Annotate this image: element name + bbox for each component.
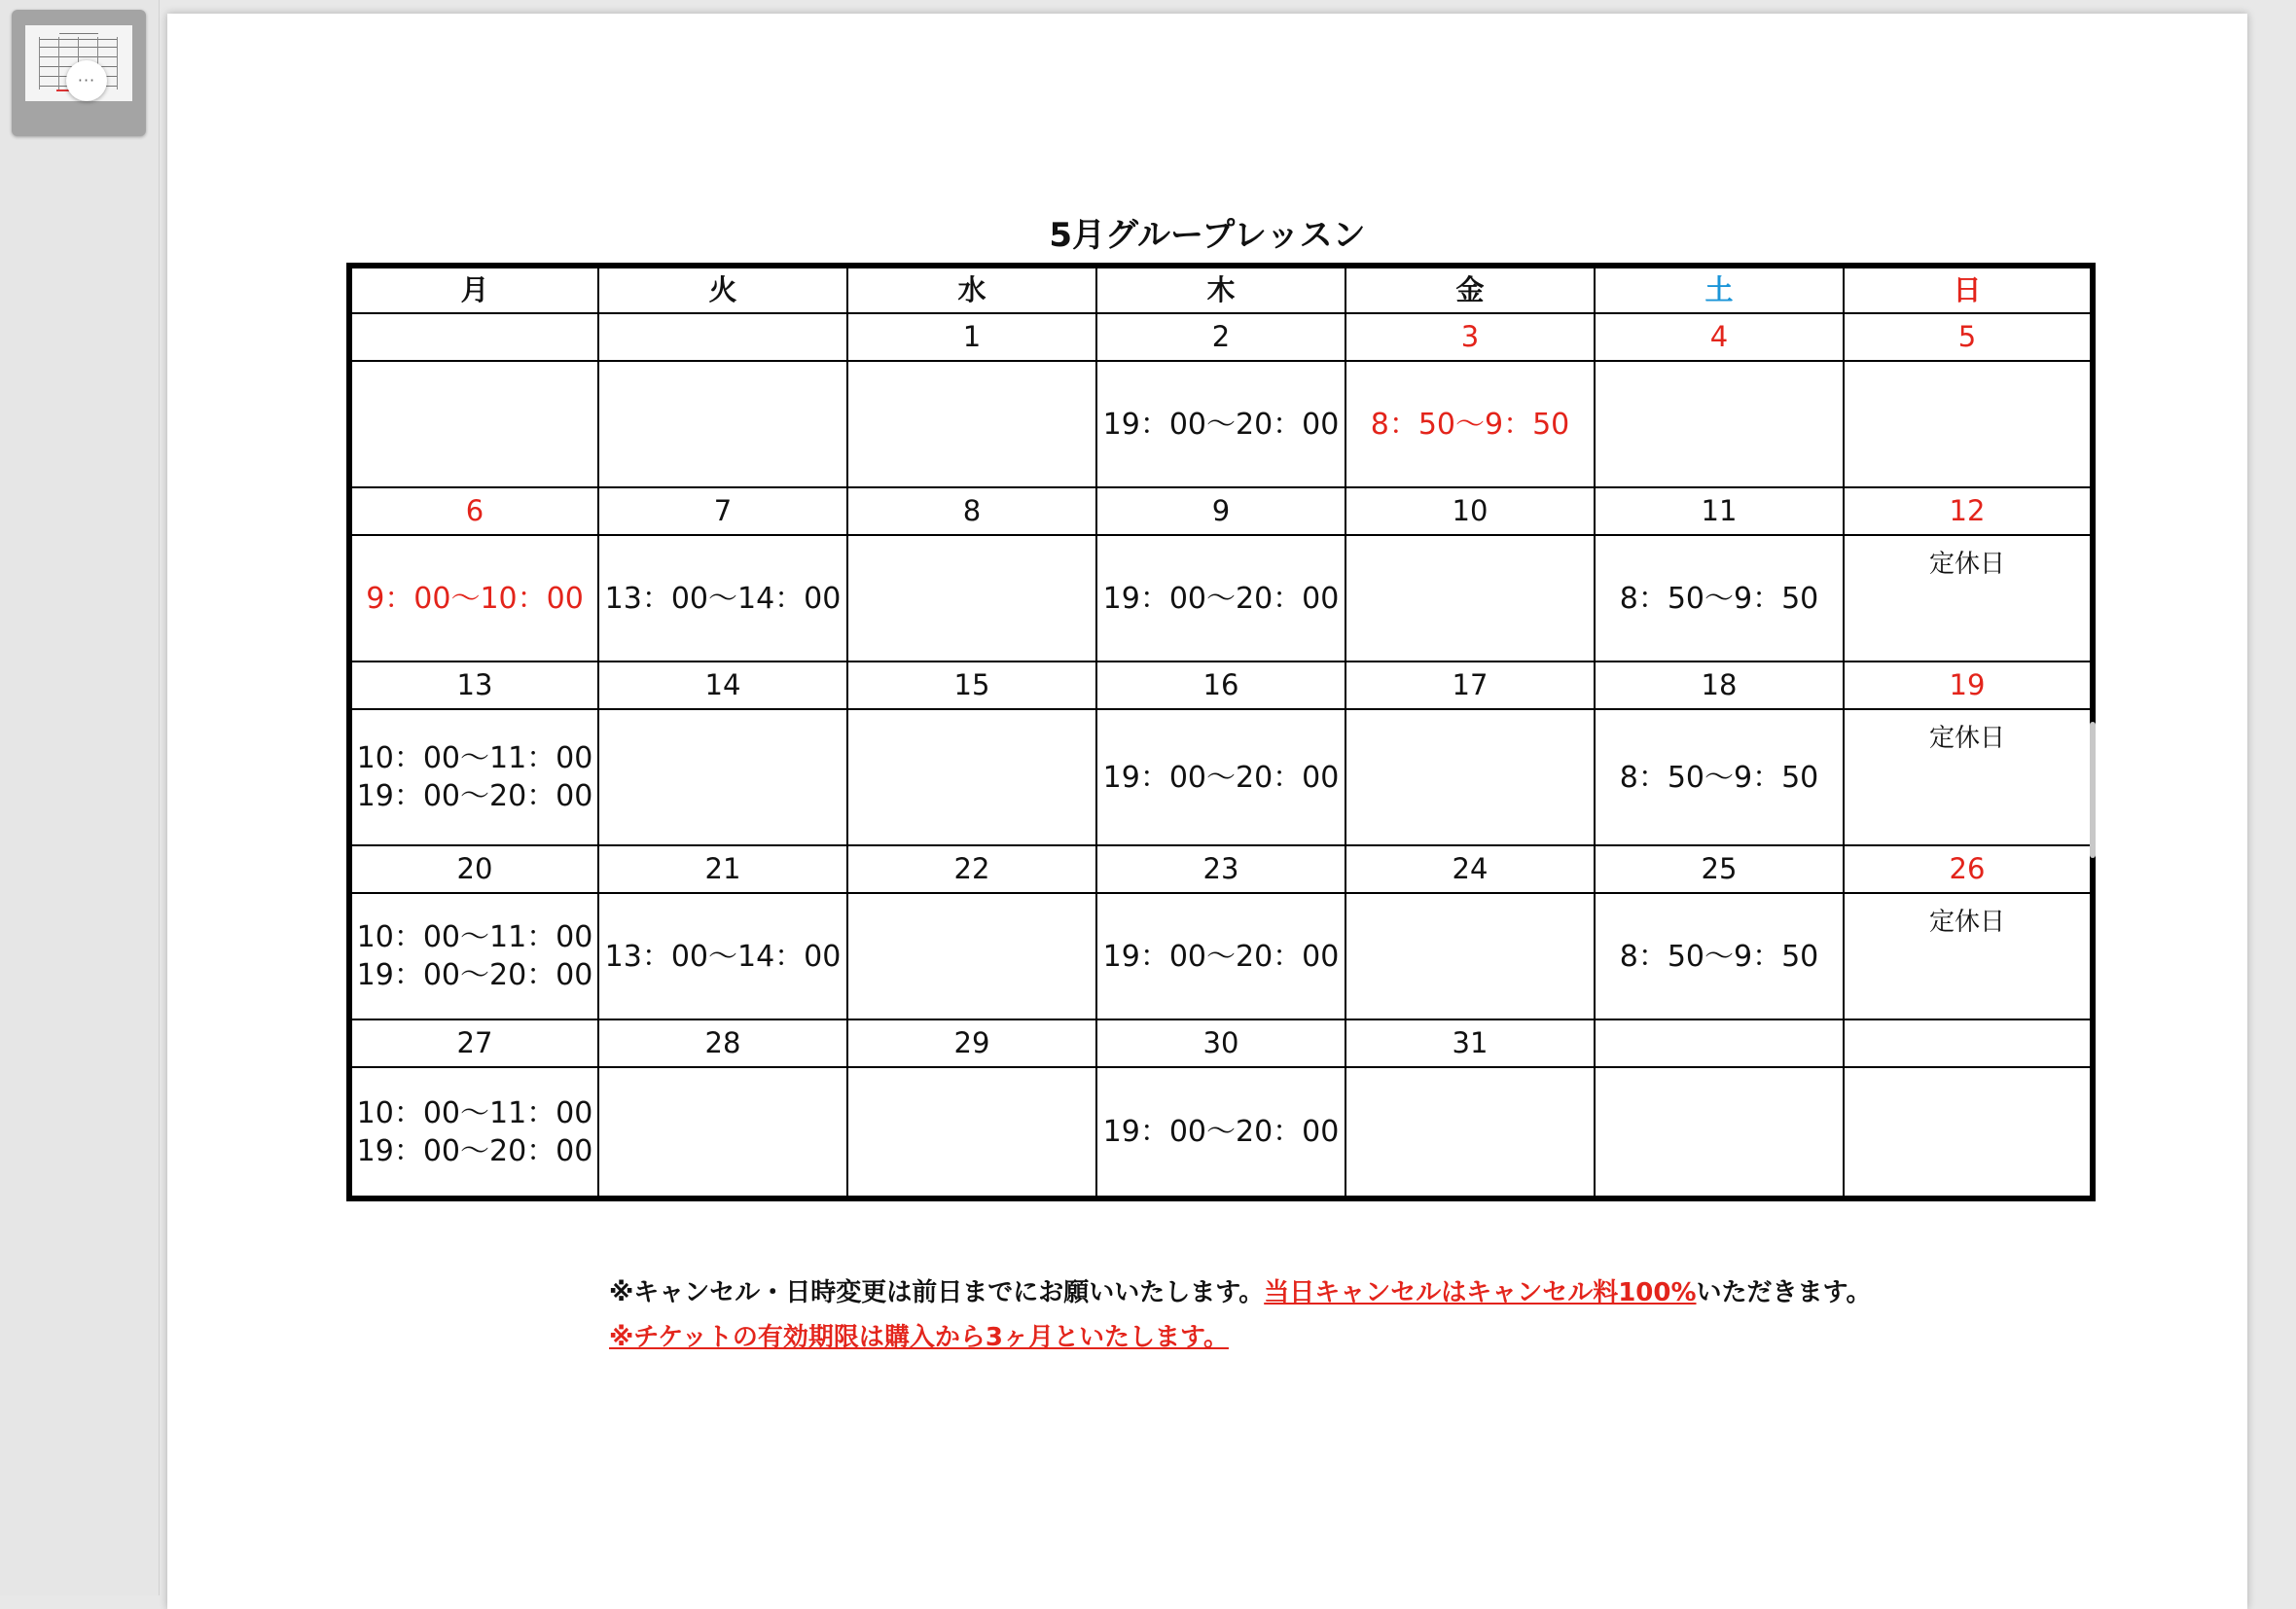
date-cell: 2 [1096, 313, 1345, 361]
lesson-cell [847, 1067, 1096, 1198]
weekday-header: 火 [598, 266, 847, 313]
lesson-row [349, 709, 2093, 845]
lesson-time: 10：00〜11：00 [356, 920, 593, 954]
date-cell: 16 [1096, 661, 1345, 709]
page-thumbnail[interactable] [12, 10, 146, 136]
date-cell: 14 [598, 661, 847, 709]
lesson-cell [598, 361, 847, 487]
lesson-cell [1345, 709, 1595, 845]
date-row [349, 1019, 2093, 1067]
lesson-cell [1096, 1067, 1345, 1198]
lesson-time: 19：00〜20：00 [1102, 581, 1340, 616]
document-page [167, 14, 2247, 1609]
lesson-cell [1345, 1067, 1595, 1198]
lesson-cell [1096, 535, 1345, 661]
lesson-cell [1096, 893, 1345, 1019]
lesson-time: 19：00〜20：00 [1102, 939, 1340, 974]
date-cell: 31 [1345, 1019, 1595, 1067]
lesson-row [349, 535, 2093, 661]
date-row [349, 661, 2093, 709]
lesson-cell [598, 893, 847, 1019]
lesson-row [349, 361, 2093, 487]
date-cell: 20 [349, 845, 598, 893]
lesson-cell [1595, 361, 1844, 487]
lesson-cell [1345, 535, 1595, 661]
note-line-1 [609, 1270, 1871, 1315]
lesson-cell [1345, 361, 1595, 487]
lesson-cell [1844, 893, 2093, 1019]
date-cell [598, 313, 847, 361]
date-cell: 12 [1844, 487, 2093, 535]
lesson-cell [847, 893, 1096, 1019]
date-cell: 1 [847, 313, 1096, 361]
date-cell [1595, 1019, 1844, 1067]
weekday-header: 木 [1096, 266, 1345, 313]
lesson-cell [349, 1067, 598, 1198]
lesson-cell [1844, 361, 2093, 487]
lesson-cell [847, 535, 1096, 661]
lesson-time: 19：00〜20：00 [1102, 760, 1340, 795]
weekday-header: 日 [1844, 266, 2093, 313]
lesson-cell [1096, 361, 1345, 487]
lesson-time: 8：50〜9：50 [1370, 407, 1570, 442]
closed-day-label: 定休日 [1928, 908, 2005, 937]
date-cell: 15 [847, 661, 1096, 709]
note-cancel-suffix: いただきます。 [1696, 1278, 1872, 1307]
date-row [349, 845, 2093, 893]
lesson-cell [349, 535, 598, 661]
lesson-cell [1844, 709, 2093, 845]
date-cell: 4 [1595, 313, 1844, 361]
closed-day-label: 定休日 [1928, 550, 2005, 579]
more-dots-icon[interactable]: ··· [66, 60, 107, 101]
lesson-cell [1345, 893, 1595, 1019]
weekday-header: 水 [847, 266, 1096, 313]
lesson-time: 10：00〜11：00 [356, 741, 593, 775]
closed-day-label: 定休日 [1928, 724, 2005, 753]
lesson-time: 19：00〜20：00 [1102, 407, 1340, 442]
weekday-header: 金 [1345, 266, 1595, 313]
lesson-cell [1096, 709, 1345, 845]
date-row [349, 487, 2093, 535]
lesson-time: 8：50〜9：50 [1619, 760, 1819, 795]
date-cell [1844, 1019, 2093, 1067]
date-cell: 24 [1345, 845, 1595, 893]
date-cell: 28 [598, 1019, 847, 1067]
lesson-time: 19：00〜20：00 [356, 958, 593, 992]
lesson-time: 19：00〜20：00 [356, 1133, 593, 1168]
date-cell: 29 [847, 1019, 1096, 1067]
lesson-calendar [346, 263, 2096, 1201]
lesson-cell [1595, 893, 1844, 1019]
lesson-time: 19：00〜20：00 [1102, 1115, 1340, 1149]
lesson-cell [349, 361, 598, 487]
notes [609, 1270, 1871, 1360]
lesson-cell [1844, 1067, 2093, 1198]
date-cell: 22 [847, 845, 1096, 893]
lesson-row [349, 1067, 2093, 1198]
date-cell: 30 [1096, 1019, 1345, 1067]
date-cell [349, 313, 598, 361]
date-cell: 27 [349, 1019, 598, 1067]
date-cell: 19 [1844, 661, 2093, 709]
note-cancel-text: ※キャンセル・日時変更は前日までにお願いいたします。 [609, 1278, 1265, 1307]
lesson-time: 19：00〜20：00 [356, 779, 593, 813]
lesson-cell [1595, 1067, 1844, 1198]
date-cell: 6 [349, 487, 598, 535]
date-cell: 11 [1595, 487, 1844, 535]
scrollbar[interactable] [2090, 722, 2096, 858]
note-ticket-expiry: ※チケットの有効期限は購入から3ヶ月といたします。 [609, 1323, 1229, 1352]
lesson-cell [1595, 535, 1844, 661]
lesson-cell [1844, 535, 2093, 661]
lesson-cell [349, 893, 598, 1019]
lesson-cell [349, 709, 598, 845]
lesson-time: 13：00〜14：00 [604, 939, 842, 974]
date-cell: 23 [1096, 845, 1345, 893]
date-cell: 17 [1345, 661, 1595, 709]
lesson-cell [1595, 709, 1844, 845]
date-cell: 18 [1595, 661, 1844, 709]
lesson-time: 8：50〜9：50 [1619, 581, 1819, 616]
lesson-row [349, 893, 2093, 1019]
weekday-header: 月 [349, 266, 598, 313]
date-cell: 21 [598, 845, 847, 893]
lesson-cell [847, 709, 1096, 845]
date-cell: 26 [1844, 845, 2093, 893]
date-cell: 13 [349, 661, 598, 709]
page-title: 5月グループレッスン [1049, 216, 1366, 255]
lesson-cell [847, 361, 1096, 487]
lesson-time: 8：50〜9：50 [1619, 939, 1819, 974]
lesson-cell [598, 1067, 847, 1198]
date-cell: 5 [1844, 313, 2093, 361]
date-cell: 9 [1096, 487, 1345, 535]
note-cancel-fee: 当日キャンセルはキャンセル料100% [1264, 1278, 1697, 1307]
lesson-time: 10：00〜11：00 [356, 1095, 593, 1130]
lesson-cell [598, 709, 847, 845]
thumbnail-sidebar [0, 0, 160, 1595]
date-cell: 25 [1595, 845, 1844, 893]
date-cell: 10 [1345, 487, 1595, 535]
date-cell: 8 [847, 487, 1096, 535]
weekday-header: 土 [1595, 266, 1844, 313]
date-cell: 7 [598, 487, 847, 535]
lesson-time: 13：00〜14：00 [604, 581, 842, 616]
lesson-cell [598, 535, 847, 661]
date-row [349, 313, 2093, 361]
lesson-time: 9：00〜10：00 [366, 581, 584, 616]
date-cell: 3 [1345, 313, 1595, 361]
weekday-header-row [349, 266, 2093, 313]
